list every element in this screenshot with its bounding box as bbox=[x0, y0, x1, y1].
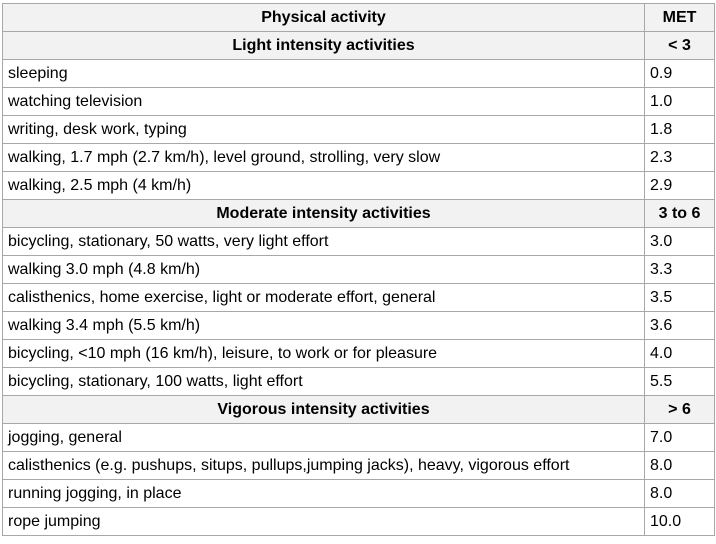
table-row bbox=[3, 144, 715, 172]
table-row bbox=[3, 452, 715, 480]
activity-cell: running jogging, in place bbox=[3, 480, 645, 508]
met-cell: 10.0 bbox=[645, 508, 715, 536]
activity-cell: calisthenics (e.g. pushups, situps, pullups,jumping jacks), heavy, vigorous effort bbox=[3, 452, 645, 480]
activity-cell: bicycling, <10 mph (16 km/h), leisure, to work or for pleasure bbox=[3, 340, 645, 368]
activity-cell: calisthenics, home exercise, light or moderate effort, general bbox=[3, 284, 645, 312]
met-cell: 5.5 bbox=[645, 368, 715, 396]
table-header-row bbox=[3, 4, 715, 32]
met-cell: 2.3 bbox=[645, 144, 715, 172]
group-header-row-light bbox=[3, 32, 715, 60]
met-cell: 1.8 bbox=[645, 116, 715, 144]
table-row bbox=[3, 312, 715, 340]
table-row bbox=[3, 228, 715, 256]
met-table-container bbox=[2, 3, 714, 536]
met-table bbox=[2, 3, 715, 536]
activity-cell: watching television bbox=[3, 88, 645, 116]
group-range: < 3 bbox=[645, 32, 715, 60]
activity-cell: sleeping bbox=[3, 60, 645, 88]
activity-cell: bicycling, stationary, 100 watts, light effort bbox=[3, 368, 645, 396]
activity-column-header: Physical activity bbox=[3, 4, 645, 32]
group-header-row-moderate bbox=[3, 200, 715, 228]
table-row bbox=[3, 60, 715, 88]
met-cell: 3.5 bbox=[645, 284, 715, 312]
activity-cell: rope jumping bbox=[3, 508, 645, 536]
met-cell: 8.0 bbox=[645, 452, 715, 480]
group-range: > 6 bbox=[645, 396, 715, 424]
met-cell: 3.0 bbox=[645, 228, 715, 256]
met-cell: 1.0 bbox=[645, 88, 715, 116]
met-cell: 3.6 bbox=[645, 312, 715, 340]
table-row bbox=[3, 368, 715, 396]
activity-cell: walking, 1.7 mph (2.7 km/h), level ground, strolling, very slow bbox=[3, 144, 645, 172]
activity-cell: jogging, general bbox=[3, 424, 645, 452]
met-cell: 0.9 bbox=[645, 60, 715, 88]
group-title: Vigorous intensity activities bbox=[3, 396, 645, 424]
met-cell: 7.0 bbox=[645, 424, 715, 452]
activity-cell: walking, 2.5 mph (4 km/h) bbox=[3, 172, 645, 200]
met-cell: 4.0 bbox=[645, 340, 715, 368]
met-cell: 3.3 bbox=[645, 256, 715, 284]
activity-cell: walking 3.0 mph (4.8 km/h) bbox=[3, 256, 645, 284]
table-row bbox=[3, 172, 715, 200]
activity-cell: writing, desk work, typing bbox=[3, 116, 645, 144]
table-row bbox=[3, 508, 715, 536]
table-row bbox=[3, 424, 715, 452]
table-row bbox=[3, 256, 715, 284]
table-row bbox=[3, 480, 715, 508]
group-header-row-vigorous bbox=[3, 396, 715, 424]
table-row bbox=[3, 284, 715, 312]
table-row bbox=[3, 88, 715, 116]
group-title: Light intensity activities bbox=[3, 32, 645, 60]
group-range: 3 to 6 bbox=[645, 200, 715, 228]
activity-cell: walking 3.4 mph (5.5 km/h) bbox=[3, 312, 645, 340]
met-column-header: MET bbox=[645, 4, 715, 32]
table-row bbox=[3, 340, 715, 368]
group-title: Moderate intensity activities bbox=[3, 200, 645, 228]
table-row bbox=[3, 116, 715, 144]
met-cell: 8.0 bbox=[645, 480, 715, 508]
met-cell: 2.9 bbox=[645, 172, 715, 200]
activity-cell: bicycling, stationary, 50 watts, very light effort bbox=[3, 228, 645, 256]
